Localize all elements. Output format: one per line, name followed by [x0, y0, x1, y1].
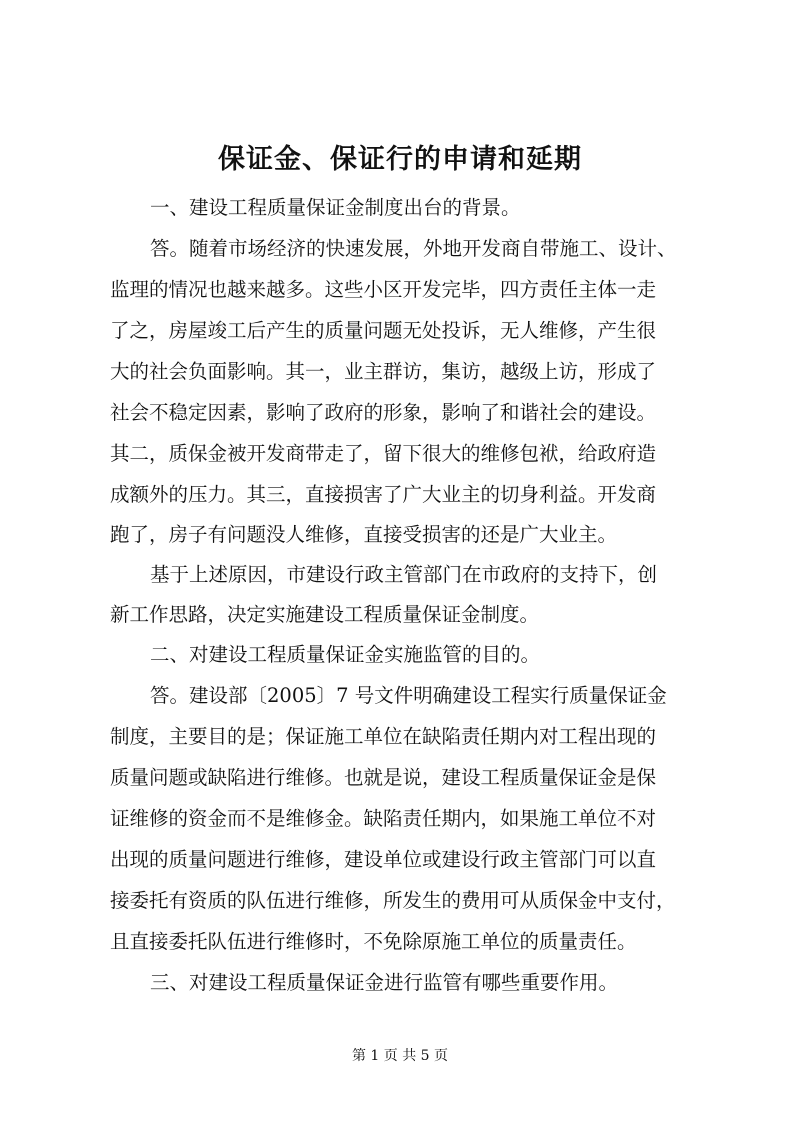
paragraph-line: 跑了，房子有问题没人维修，直接受损害的还是广大业主。 — [110, 523, 618, 546]
paragraph-line: 制度，主要目的是；保证施工单位在缺陷责任期内对工程出现的 — [110, 725, 657, 748]
paragraph-line: 且直接委托队伍进行维修时，不免除原施工单位的质量责任。 — [110, 930, 637, 953]
paragraph-line: 监理的情况也越来越多。这些小区开发完毕，四方责任主体一走 — [110, 278, 657, 301]
paragraph-line: 成额外的压力。其三，直接损害了广大业主的切身利益。开发商 — [110, 483, 657, 506]
paragraph-line: 质量问题或缺陷进行维修。也就是说，建设工程质量保证金是保 — [110, 766, 657, 789]
page-footer: 第 1 页 共 5 页 — [351, 1048, 449, 1064]
section-heading-1: 一、建设工程质量保证金制度出台的背景。 — [150, 196, 521, 219]
paragraph-line: 证维修的资金而不是维修金。缺陷责任期内，如果施工单位不对 — [110, 807, 657, 830]
paragraph-line: 答。建设部〔2005〕7 号文件明确建设工程实行质量保证金 — [150, 684, 667, 707]
section-heading-2: 二、对建设工程质量保证金实施监管的目的。 — [150, 643, 541, 666]
paragraph-line: 社会不稳定因素，影响了政府的形象，影响了和谐社会的建设。 — [110, 401, 657, 424]
paragraph-line: 其二，质保金被开发商带走了，留下很大的维修包袱，给政府造 — [110, 442, 657, 465]
document-title: 保证金、保证行的申请和延期 — [218, 144, 582, 175]
paragraph-line: 大的社会负面影响。其一，业主群访，集访，越级上访，形成了 — [110, 360, 657, 383]
paragraph-line: 答。随着市场经济的快速发展，外地开发商自带施工、设计、 — [150, 237, 677, 260]
section-heading-3: 三、对建设工程质量保证金进行监管有哪些重要作用。 — [150, 971, 619, 994]
paragraph-line: 了之，房屋竣工后产生的质量问题无处投诉，无人维修，产生很 — [110, 319, 657, 342]
paragraph-line: 接委托有资质的队伍进行维修，所发生的费用可从质保金中支付， — [110, 889, 676, 912]
paragraph-line: 基于上述原因，市建设行政主管部门在市政府的支持下，创 — [150, 563, 658, 586]
paragraph-line: 新工作思路，决定实施建设工程质量保证金制度。 — [110, 603, 540, 626]
paragraph-line: 出现的质量问题进行维修，建设单位或建设行政主管部门可以直 — [110, 848, 657, 871]
